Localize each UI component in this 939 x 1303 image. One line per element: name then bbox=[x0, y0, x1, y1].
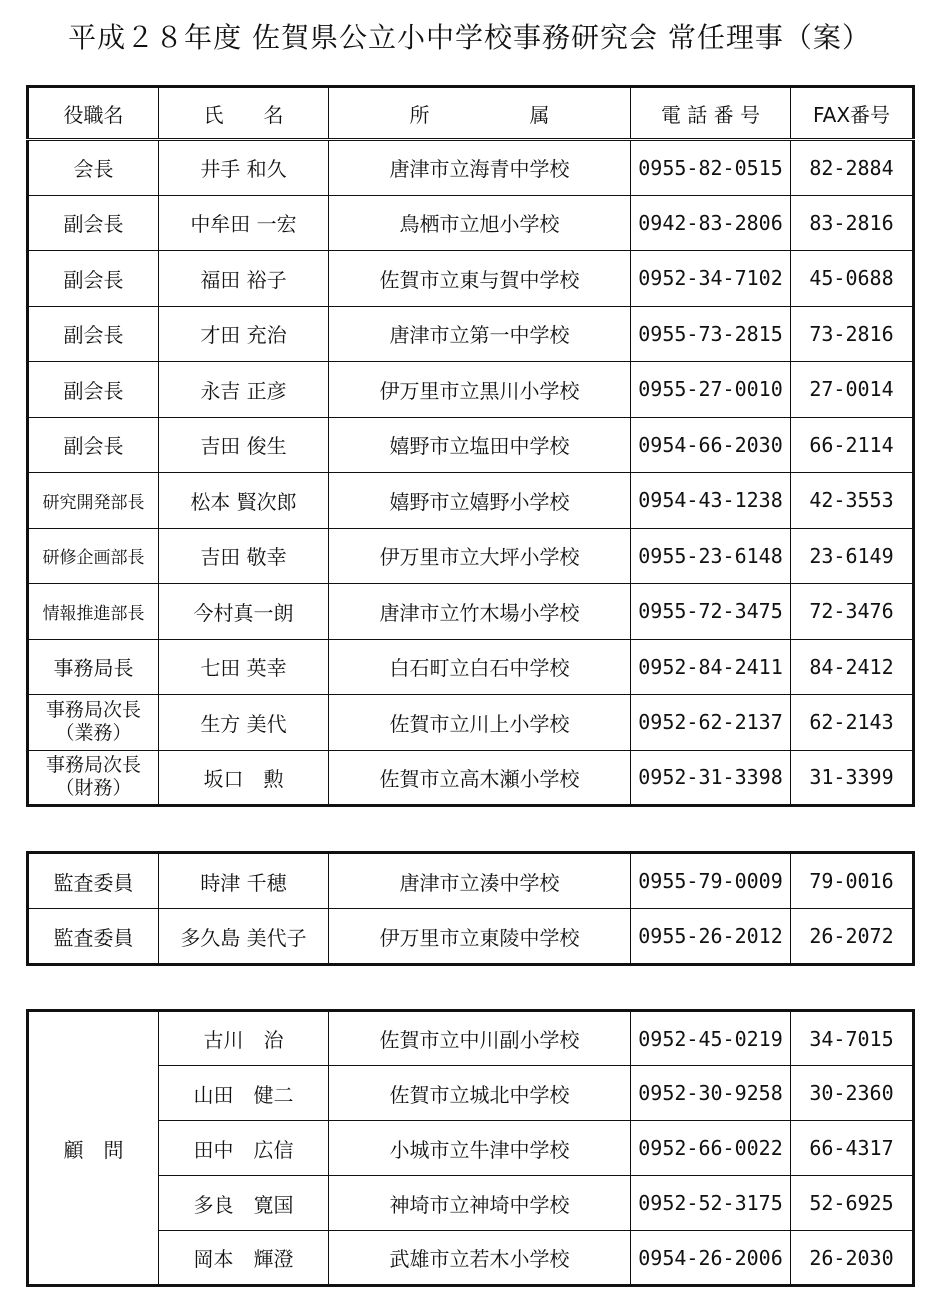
role-text: 事務局次長 bbox=[45, 754, 141, 777]
affiliation-cell: 佐賀市立東与賀中学校 bbox=[329, 251, 631, 307]
name-cell: 福田 裕子 bbox=[159, 251, 329, 307]
role-cell bbox=[28, 195, 159, 251]
name-cell: 松本 賢次郎 bbox=[159, 473, 329, 529]
phone-cell: 0954-26-2006 bbox=[631, 1231, 791, 1286]
fax-cell: 52-6925 bbox=[791, 1176, 914, 1231]
affiliation-cell: 伊万里市立黒川小学校 bbox=[329, 362, 631, 418]
phone-cell: 0952-45-0219 bbox=[631, 1011, 791, 1066]
name-cell: 時津 千穂 bbox=[159, 853, 329, 909]
name-cell: 多良 寛国 bbox=[159, 1176, 329, 1231]
advisor-row bbox=[28, 1176, 914, 1231]
affiliation-cell: 唐津市立海青中学校 bbox=[329, 140, 631, 196]
affiliation-cell: 佐賀市立中川副小学校 bbox=[329, 1011, 631, 1066]
role-text: （財務） bbox=[55, 777, 132, 800]
phone-cell: 0955-79-0009 bbox=[631, 853, 791, 909]
affiliation-cell: 武雄市立若木小学校 bbox=[329, 1231, 631, 1286]
phone-cell: 0955-82-0515 bbox=[631, 140, 791, 196]
role-text: 研修企画部長 bbox=[42, 548, 145, 569]
affiliation-cell: 鳥栖市立旭小学校 bbox=[329, 195, 631, 251]
role-cell bbox=[28, 853, 159, 909]
name-cell: 才田 充治 bbox=[159, 306, 329, 362]
role-text: 事務局長 bbox=[53, 656, 134, 681]
fax-cell: 79-0016 bbox=[791, 853, 914, 909]
phone-cell: 0952-62-2137 bbox=[631, 695, 791, 751]
fax-cell: 72-3476 bbox=[791, 584, 914, 640]
fax-cell: 45-0688 bbox=[791, 251, 914, 307]
advisors-label: 顧 問 bbox=[28, 1011, 159, 1286]
phone-cell: 0952-31-3398 bbox=[631, 750, 791, 806]
role-cell bbox=[28, 140, 159, 196]
phone-cell: 0955-72-3475 bbox=[631, 584, 791, 640]
phone-cell: 0952-66-0022 bbox=[631, 1121, 791, 1176]
role-cell bbox=[28, 639, 159, 695]
affiliation-cell: 伊万里市立東陵中学校 bbox=[329, 909, 631, 965]
role-cell bbox=[28, 750, 159, 806]
fax-cell: 27-0014 bbox=[791, 362, 914, 418]
phone-cell: 0952-30-9258 bbox=[631, 1066, 791, 1121]
fax-cell: 26-2072 bbox=[791, 909, 914, 965]
advisors-table bbox=[26, 1009, 915, 1287]
affiliation-cell: 唐津市立竹木場小学校 bbox=[329, 584, 631, 640]
role-text: 情報推進部長 bbox=[42, 603, 145, 624]
header-fax: FAX番号 bbox=[791, 87, 914, 140]
fax-cell: 31-3399 bbox=[791, 750, 914, 806]
auditors-table bbox=[26, 851, 915, 966]
role-cell bbox=[28, 528, 159, 584]
officer-row bbox=[28, 195, 914, 251]
phone-cell: 0952-84-2411 bbox=[631, 639, 791, 695]
role-cell bbox=[28, 909, 159, 965]
affiliation-cell: 佐賀市立城北中学校 bbox=[329, 1066, 631, 1121]
affiliation-cell: 伊万里市立大坪小学校 bbox=[329, 528, 631, 584]
header-affiliation: 所 属 bbox=[329, 87, 631, 140]
officer-row bbox=[28, 306, 914, 362]
header-phone: 電 話 番 号 bbox=[631, 87, 791, 140]
name-cell: 岡本 輝澄 bbox=[159, 1231, 329, 1286]
role-text: 副会長 bbox=[63, 434, 124, 459]
officer-row bbox=[28, 584, 914, 640]
role-text: 監査委員 bbox=[53, 870, 134, 895]
fax-cell: 23-6149 bbox=[791, 528, 914, 584]
advisor-row bbox=[28, 1121, 914, 1176]
name-cell: 古川 治 bbox=[159, 1011, 329, 1066]
phone-cell: 0942-83-2806 bbox=[631, 195, 791, 251]
name-cell: 生方 美代 bbox=[159, 695, 329, 751]
name-cell: 中牟田 一宏 bbox=[159, 195, 329, 251]
document-title: 平成２８年度 佐賀県公立小中学校事務研究会 常任理事（案） bbox=[68, 21, 871, 54]
affiliation-cell: 佐賀市立川上小学校 bbox=[329, 695, 631, 751]
name-cell: 七田 英幸 bbox=[159, 639, 329, 695]
advisor-row bbox=[28, 1011, 914, 1066]
phone-cell: 0955-26-2012 bbox=[631, 909, 791, 965]
fax-cell: 30-2360 bbox=[791, 1066, 914, 1121]
header-row bbox=[28, 87, 914, 140]
fax-cell: 66-4317 bbox=[791, 1121, 914, 1176]
advisor-row bbox=[28, 1231, 914, 1286]
officer-row bbox=[28, 639, 914, 695]
auditor-row bbox=[28, 909, 914, 965]
auditor-row bbox=[28, 853, 914, 909]
officer-row bbox=[28, 473, 914, 529]
role-text: 監査委員 bbox=[53, 925, 134, 950]
fax-cell: 83-2816 bbox=[791, 195, 914, 251]
officer-row bbox=[28, 417, 914, 473]
fax-cell: 82-2884 bbox=[791, 140, 914, 196]
name-cell: 多久島 美代子 bbox=[159, 909, 329, 965]
phone-cell: 0955-73-2815 bbox=[631, 306, 791, 362]
role-cell bbox=[28, 306, 159, 362]
header-role: 役職名 bbox=[28, 87, 159, 140]
phone-cell: 0954-43-1238 bbox=[631, 473, 791, 529]
name-cell: 田中 広信 bbox=[159, 1121, 329, 1176]
role-text: 副会長 bbox=[63, 212, 124, 237]
phone-cell: 0954-66-2030 bbox=[631, 417, 791, 473]
affiliation-cell: 嬉野市立塩田中学校 bbox=[329, 417, 631, 473]
fax-cell: 34-7015 bbox=[791, 1011, 914, 1066]
name-cell: 吉田 敬幸 bbox=[159, 528, 329, 584]
role-cell bbox=[28, 362, 159, 418]
role-cell bbox=[28, 584, 159, 640]
role-cell bbox=[28, 417, 159, 473]
affiliation-cell: 唐津市立湊中学校 bbox=[329, 853, 631, 909]
affiliation-cell: 神埼市立神埼中学校 bbox=[329, 1176, 631, 1231]
fax-cell: 84-2412 bbox=[791, 639, 914, 695]
affiliation-cell: 嬉野市立嬉野小学校 bbox=[329, 473, 631, 529]
officer-row bbox=[28, 750, 914, 806]
name-cell: 吉田 俊生 bbox=[159, 417, 329, 473]
name-cell: 山田 健二 bbox=[159, 1066, 329, 1121]
name-cell: 永吉 正彦 bbox=[159, 362, 329, 418]
officer-row bbox=[28, 362, 914, 418]
officer-row bbox=[28, 695, 914, 751]
name-cell: 今村真一朗 bbox=[159, 584, 329, 640]
officer-row bbox=[28, 140, 914, 196]
role-cell bbox=[28, 473, 159, 529]
phone-cell: 0952-34-7102 bbox=[631, 251, 791, 307]
fax-cell: 42-3553 bbox=[791, 473, 914, 529]
role-text: 副会長 bbox=[63, 267, 124, 292]
officer-row bbox=[28, 251, 914, 307]
officer-row bbox=[28, 528, 914, 584]
role-text: 会長 bbox=[73, 157, 114, 182]
officers-table bbox=[26, 85, 915, 807]
affiliation-cell: 小城市立牛津中学校 bbox=[329, 1121, 631, 1176]
fax-cell: 62-2143 bbox=[791, 695, 914, 751]
role-text: 副会長 bbox=[63, 323, 124, 348]
affiliation-cell: 白石町立白石中学校 bbox=[329, 639, 631, 695]
role-text: 副会長 bbox=[63, 378, 124, 403]
role-text: 事務局次長 bbox=[45, 699, 141, 722]
fax-cell: 26-2030 bbox=[791, 1231, 914, 1286]
name-cell: 坂口 勲 bbox=[159, 750, 329, 806]
advisor-row bbox=[28, 1066, 914, 1121]
phone-cell: 0955-27-0010 bbox=[631, 362, 791, 418]
affiliation-cell: 唐津市立第一中学校 bbox=[329, 306, 631, 362]
fax-cell: 66-2114 bbox=[791, 417, 914, 473]
header-name: 氏 名 bbox=[159, 87, 329, 140]
role-text: 研究開発部長 bbox=[42, 492, 145, 513]
role-cell bbox=[28, 695, 159, 751]
name-cell: 井手 和久 bbox=[159, 140, 329, 196]
affiliation-cell: 佐賀市立高木瀬小学校 bbox=[329, 750, 631, 806]
phone-cell: 0955-23-6148 bbox=[631, 528, 791, 584]
role-text: （業務） bbox=[55, 722, 132, 745]
role-cell bbox=[28, 251, 159, 307]
fax-cell: 73-2816 bbox=[791, 306, 914, 362]
phone-cell: 0952-52-3175 bbox=[631, 1176, 791, 1231]
